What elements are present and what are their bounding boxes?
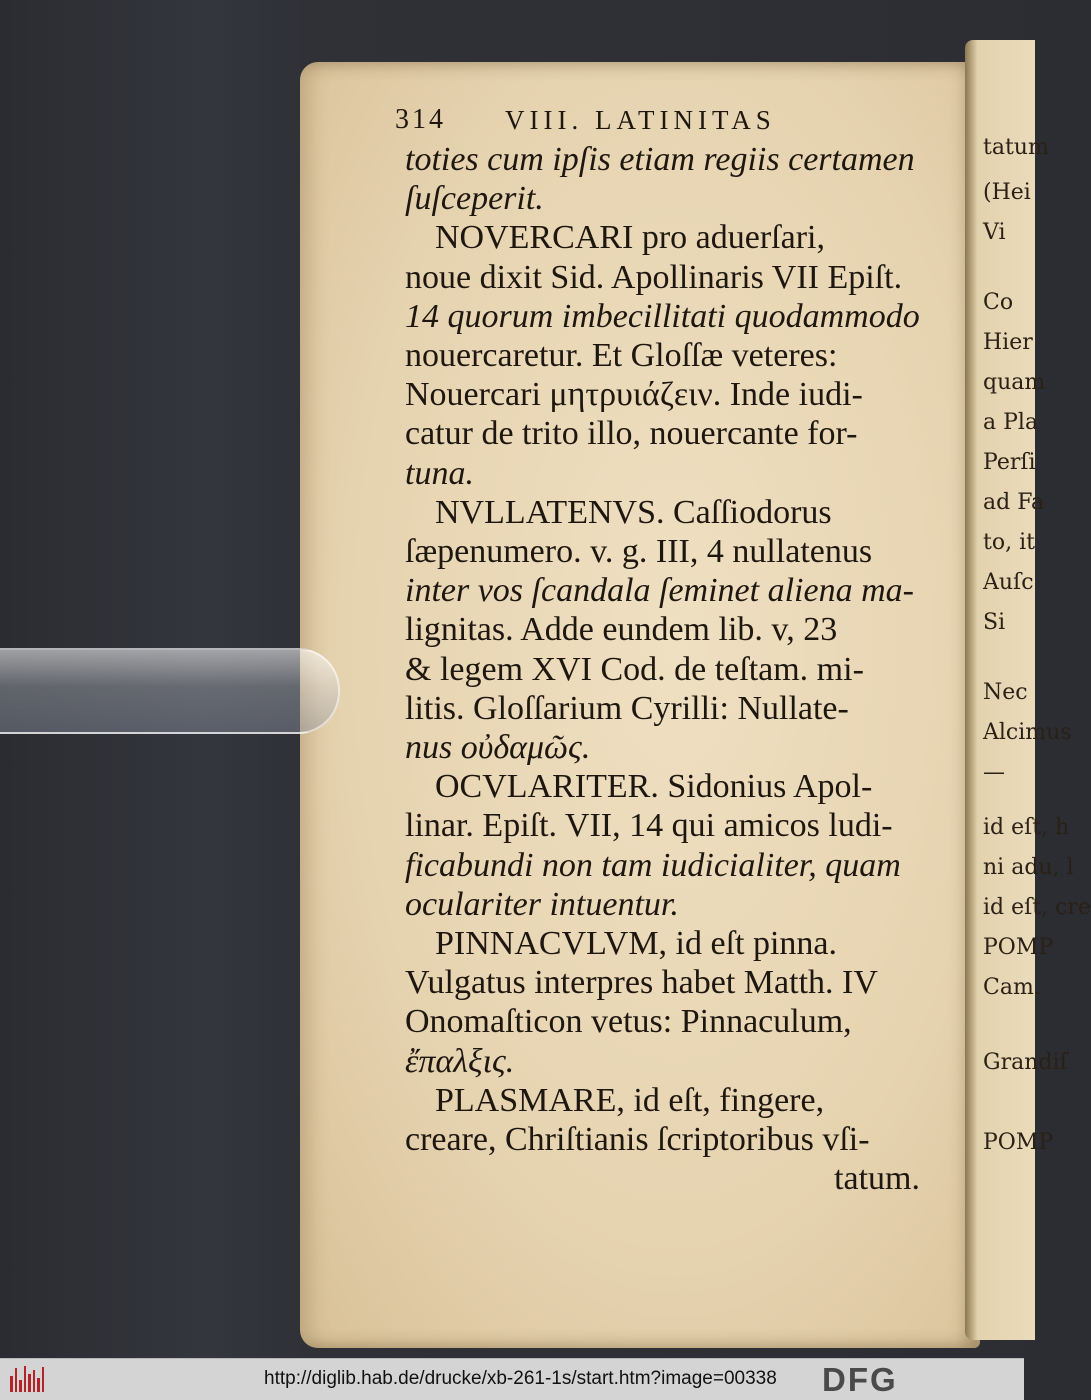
viewer-footer <box>0 1358 1024 1400</box>
text-line: nus οὐδαμῶς. <box>405 729 591 766</box>
facing-page-fragment: ni adu, l <box>983 855 1074 880</box>
facing-page-edge <box>965 40 1091 1340</box>
facing-page-fragment: to, it <box>983 530 1035 555</box>
facing-page-fragment: Auſc <box>983 570 1034 595</box>
library-logo-icon <box>10 1366 44 1392</box>
facing-page-fragment: Hier <box>983 330 1033 355</box>
facing-page-fragment: (Hei <box>983 180 1031 205</box>
facing-page-fragment: Nec <box>983 680 1028 705</box>
facing-page-fragment: quam <box>983 370 1046 395</box>
text-line: Vulgatus interpres habet Matth. IV <box>405 964 878 1002</box>
text-line: tatum. <box>834 1160 920 1198</box>
text-line: ſuſceperit. <box>405 180 544 218</box>
text-line: & legem XVI Cod. de teſtam. mi- <box>405 650 864 688</box>
text-line: creare, Chriſtianis ſcriptoribus vſi- <box>405 1121 870 1158</box>
facing-page-fragment: Co <box>983 290 1014 315</box>
text-line: ficabundi non tam iudicialiter, quam <box>405 846 901 884</box>
text-line: inter vos ſcandala ſeminet aliena ma- <box>405 572 914 610</box>
facing-page-fragment: Cam. <box>983 975 1041 1000</box>
text-line: oculariter intuentur. <box>405 885 679 923</box>
transparent-page-clip <box>0 648 340 734</box>
page-text-block <box>395 100 920 1200</box>
text-line: ſæpenumero. v. g. III, 4 nullatenus <box>405 533 873 570</box>
facing-page-fragment: id eſt, h <box>983 815 1070 840</box>
running-title: VIII. LATINITAS <box>505 105 776 135</box>
facing-page-fragment: id eſt, cre <box>983 895 1091 920</box>
text-line: 14 quorum imbecillitati quodammodo <box>405 297 920 335</box>
facing-page-fragment: Perſi <box>983 450 1036 475</box>
facing-page-fragment: POMP <box>983 1130 1054 1155</box>
facing-page-fragment: Si <box>983 610 1006 635</box>
text-line: PLASMARE, id eſt, fingere, <box>435 1081 825 1119</box>
facing-page-fragment: Vi <box>983 220 1006 245</box>
facing-page-fragment: Grandiſ <box>983 1050 1068 1075</box>
facing-page-fragment: ad Fa <box>983 490 1045 515</box>
page-number: 314 <box>395 104 446 135</box>
text-line: lignitas. Adde eundem lib. v, 23 <box>405 611 838 649</box>
text-line: OCVLARITER. Sidonius Apol- <box>435 768 873 806</box>
dfg-logo: DFG <box>822 1361 898 1398</box>
text-line: Nouercari μητρυιάζειν. Inde iudi- <box>405 376 863 414</box>
text-line: NVLLATENVS. Caſſiodorus <box>435 493 832 531</box>
text-line: tuna. <box>405 454 474 492</box>
facing-page-fragment: — <box>983 760 1005 785</box>
document-url-link[interactable]: http://diglib.hab.de/drucke/xb-261-1s/start.htm?image=00338 <box>264 1368 777 1389</box>
facing-page-fragment: POMP <box>983 935 1054 960</box>
text-line: Onomaſticon vetus: Pinnaculum, <box>405 1003 852 1041</box>
text-line: NOVERCARI pro aduerſari, <box>435 219 825 257</box>
text-line: ἔπαλξις. <box>405 1042 515 1080</box>
facing-page-fragment: tatum <box>983 135 1049 160</box>
facing-page-fragment: a Pla <box>983 410 1039 435</box>
text-line: nouercaretur. Et Gloſſæ veteres: <box>405 337 838 374</box>
facing-page-fragment: Alcimus <box>983 720 1072 745</box>
text-line: toties cum ipſis etiam regiis certamen <box>405 141 915 178</box>
text-line: linar. Epiſt. VII, 14 qui amicos ludi- <box>405 807 893 845</box>
text-line: litis. Gloſſarium Cyrilli: Nullate- <box>405 689 849 727</box>
text-line: PINNACVLVM, id eſt pinna. <box>435 925 838 962</box>
text-line: noue dixit Sid. Apollinaris VII Epiſt. <box>405 258 903 296</box>
text-line: catur de trito illo, nouercante for- <box>405 415 858 453</box>
